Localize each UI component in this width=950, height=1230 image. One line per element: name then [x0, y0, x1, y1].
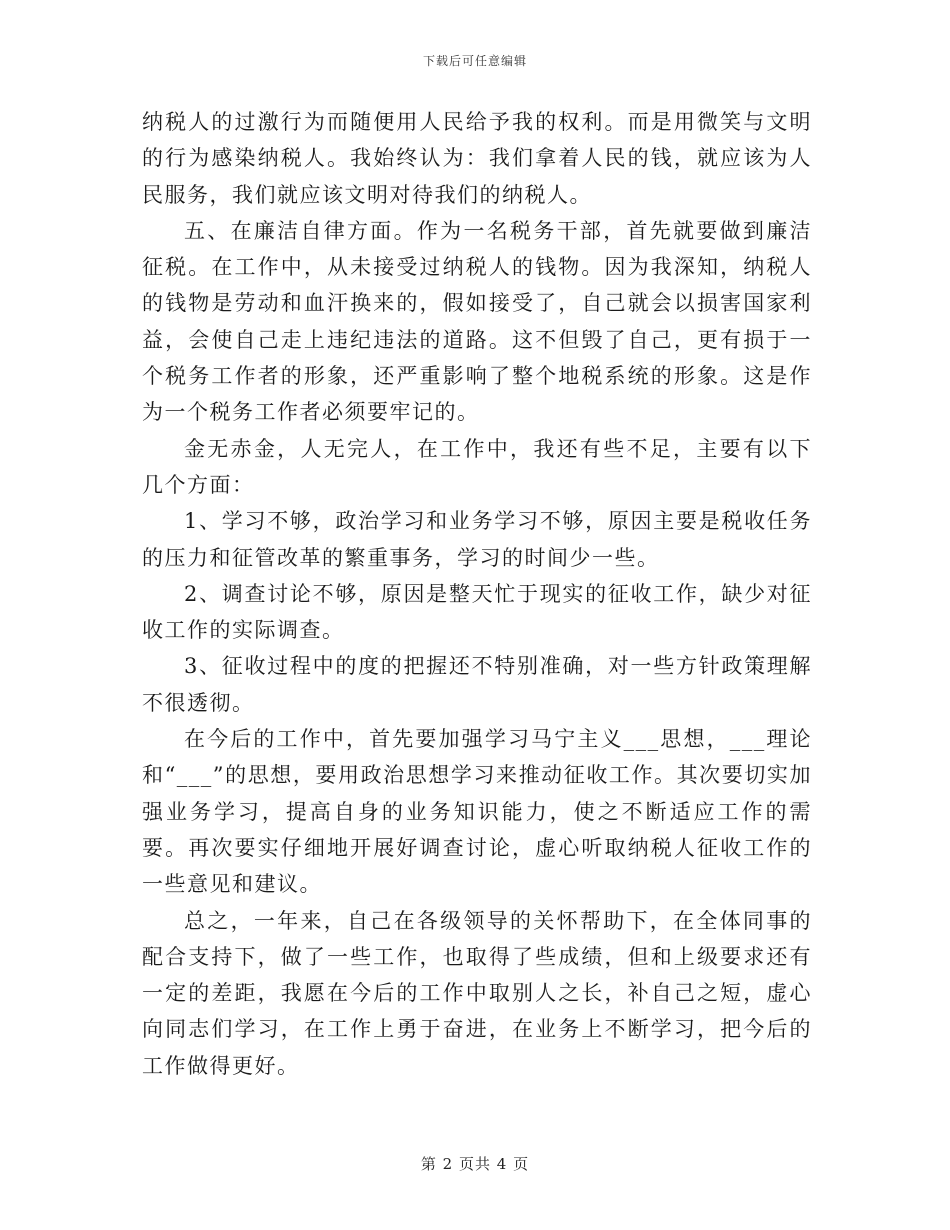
- paragraph-8: 总之，一年来，自己在各级领导的关怀帮助下，在全体同事的配合支持下，做了一些工作，也取得了些成绩，但和上级要求还有一定的差距，我愿在今后的工作中取别人之长，补自己之短，虚心向同志们学习，在工作上勇于奋进，在业务上不断学习，把今后的工作做得更好。: [142, 908, 812, 1078]
- document-body: [142, 104, 812, 1084]
- paragraph-1: 纳税人的过激行为而随便用人民给予我的权利。而是用微笑与文明的行为感染纳税人。我始终认为：我们拿着人民的钱，就应该为人民服务，我们就应该文明对待我们的纳税人。: [142, 110, 812, 207]
- page-footer: 第 2 页共 4 页: [420, 1155, 530, 1173]
- paragraph-4: 1、学习不够，政治学习和业务学习不够，原因主要是税收任务的压力和征管改革的繁重事务，学习的时间少一些。: [142, 509, 812, 570]
- paragraph-3: 金无赤金，人无完人，在工作中，我还有些不足，主要有以下几个方面：: [142, 436, 812, 497]
- paragraph-5: 2、调查讨论不够，原因是整天忙于现实的征收工作，缺少对征收工作的实际调查。: [142, 581, 812, 643]
- paragraph-7: 在今后的工作中，首先要加强学习马宁主义___思想，___理论和“___”的思想，要用政治思想学习来推动征收工作。其次要切实加强业务学习，提高自身的业务知识能力，使之不断适应工作的需要。再次要实仔细地开展好调查讨论，虚心听取纳税人征收工作的一些意见和建议。: [142, 727, 812, 897]
- paragraph-6: 3、征收过程中的度的把握还不特别准确，对一些方针政策理解不很透彻。: [142, 654, 812, 715]
- paragraph-2: 五、在廉洁自律方面。作为一名税务干部，首先就要做到廉洁征税。在工作中，从未接受过纳税人的钱物。因为我深知，纳税人的钱物是劳动和血汗换来的，假如接受了，自己就会以损害国家利益，会使自己走上违纪违法的道路。这不但毁了自己，更有损于一个税务工作者的形象，还严重影响了整个地税系统的形象。这是作为一个税务工作者必须要牢记的。: [142, 218, 812, 425]
- page-header: 下载后可任意编辑: [422, 54, 527, 68]
